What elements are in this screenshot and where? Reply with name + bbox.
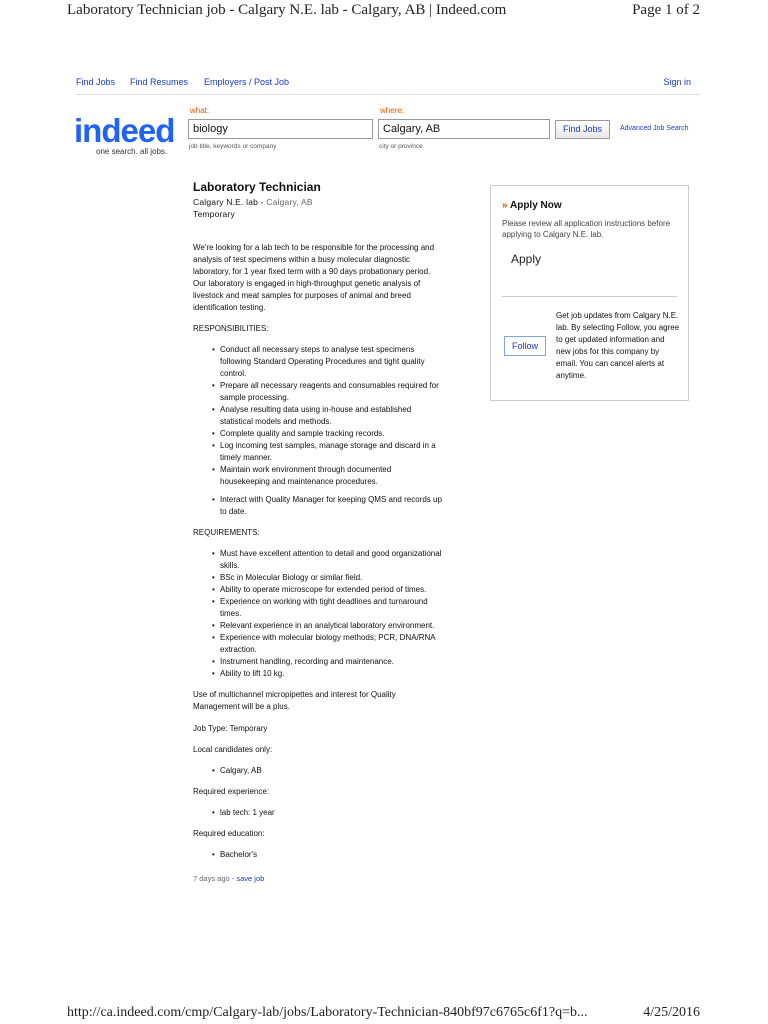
apply-instructions: Please review all application instructions before applying to Calgary N.E. lab.: [502, 219, 671, 239]
list-item: • Conduct all necessary steps to analyse test specimens following Standard Operating Procedures and tight quality control.: [213, 344, 443, 380]
advanced-search-link[interactable]: Advanced Job Search: [620, 125, 689, 132]
list-item: • Instrument handling, recording and maintenance.: [213, 656, 443, 668]
intro-paragraph-1: We're looking for a lab tech to be responsible for the processing and analysis of test specimens within a busy molecular diagnostic laboratory, for 1 year fixed term with a 90 days probationary period.: [193, 243, 435, 276]
where-input[interactable]: Calgary, AB: [378, 119, 550, 139]
apply-panel: [490, 185, 689, 401]
job-location: Calgary, AB: [263, 197, 313, 207]
what-input[interactable]: biology: [188, 119, 373, 139]
list-item: • Experience on working with tight deadlines and turnaround times.: [213, 596, 443, 620]
list-item: • BSc in Molecular Biology or similar field.: [213, 572, 443, 584]
list-item: • Log incoming test samples, manage storage and discard in a timely manner.: [213, 440, 443, 464]
indeed-logo[interactable]: [74, 112, 186, 160]
responsibilities-extra-list: [193, 494, 443, 518]
posting-age-line: [193, 873, 443, 885]
list-item: • Relevant experience in an analytical laboratory environment.: [213, 620, 443, 632]
pdf-source-url: http://ca.indeed.com/cmp/Calgary-lab/jobs/Laboratory-Technician-840bf97c6765c6f1?q=b...: [67, 1005, 588, 1020]
list-item: • Maintain work environment through documented housekeeping and maintenance procedures.: [213, 464, 443, 488]
list-item: • Prepare all necessary reagents and consumables required for sample processing.: [213, 380, 443, 404]
where-label: where:: [380, 106, 405, 115]
top-navigation: [75, 76, 700, 94]
apply-now-heading: [502, 200, 562, 211]
requirements-heading: REQUIREMENTS:: [193, 528, 260, 537]
plus-paragraph: Use of multichannel micropipettes and interest for Quality Management will be a plus.: [193, 690, 396, 711]
nav-find-jobs-link[interactable]: Find Jobs: [76, 77, 116, 87]
job-type-badge: Temporary: [193, 209, 235, 219]
responsibilities-list: [193, 344, 443, 488]
list-item: • Calgary, AB: [213, 765, 443, 777]
nav-divider: [75, 94, 700, 95]
job-type-line: Job Type: Temporary: [193, 724, 268, 733]
apply-button[interactable]: Apply: [511, 252, 542, 266]
local-candidates-heading: Local candidates only:: [193, 745, 273, 754]
list-item: • Analyse resulting data using in-house and established statistical models and methods.: [213, 404, 443, 428]
logo-wordmark: indeed: [74, 112, 175, 149]
nav-employers-link[interactable]: Employers / Post Job: [204, 77, 290, 87]
save-job-link[interactable]: save job: [236, 874, 265, 883]
follow-description: Get job updates from Calgary N.E. lab. By selecting Follow, you agree to get updated information and new jobs for this company by email. You can cancel alerts at anytime.: [556, 311, 680, 380]
follow-button[interactable]: Follow: [504, 336, 546, 356]
sign-in-link[interactable]: Sign in: [663, 77, 691, 87]
what-label: what:: [190, 106, 210, 115]
experience-heading: Required experience:: [193, 787, 270, 796]
job-company-line: [193, 196, 443, 208]
list-item: • Interact with Quality Manager for keeping QMS and records up to date.: [213, 494, 443, 518]
list-item: • Experience with molecular biology methods; PCR, DNA/RNA extraction.: [213, 632, 443, 656]
list-item: • Ability to lift 10 kg.: [213, 668, 443, 680]
chevron-right-icon: »: [502, 200, 508, 211]
experience-list: [193, 807, 443, 819]
intro-paragraph-2: Our laboratory is engaged in high-throughput genetic analysis of livestock and meat samples for purposes of animal and breed identification testing.: [193, 279, 421, 312]
pdf-page-number: Page 1 of 2: [632, 2, 700, 18]
find-jobs-button[interactable]: Find Jobs: [555, 120, 610, 139]
apply-now-label: Apply Now: [509, 200, 562, 211]
education-heading: Required education:: [193, 829, 265, 838]
list-item: • Must have excellent attention to detail and good organizational skills.: [213, 548, 443, 572]
education-list: [193, 849, 443, 861]
list-item: • lab tech: 1 year: [213, 807, 443, 819]
pdf-page-title: Laboratory Technician job - Calgary N.E. lab - Calgary, AB | Indeed.com: [67, 2, 507, 18]
job-title: Laboratory Technician: [193, 180, 321, 194]
pdf-header: [0, 0, 768, 22]
requirements-list: [193, 548, 443, 680]
nav-find-resumes-link[interactable]: Find Resumes: [130, 77, 189, 87]
posting-age: 7 days ago -: [193, 874, 235, 883]
what-hint: job title, keywords or company: [189, 143, 277, 150]
job-description: [193, 180, 443, 885]
list-item: • Complete quality and sample tracking records.: [213, 428, 443, 440]
company-name[interactable]: Calgary N.E. lab -: [193, 197, 264, 207]
where-hint: city or province: [379, 143, 423, 150]
pdf-print-date: 4/25/2016: [643, 1005, 700, 1020]
list-item: • Bachelor's: [213, 849, 443, 861]
responsibilities-heading: RESPONSIBILITIES:: [193, 324, 269, 333]
local-candidates-list: [193, 765, 443, 777]
list-item: • Ability to operate microscope for extended period of times.: [213, 584, 443, 596]
logo-tagline: one search. all jobs.: [96, 147, 168, 156]
apply-panel-divider: [502, 296, 677, 297]
